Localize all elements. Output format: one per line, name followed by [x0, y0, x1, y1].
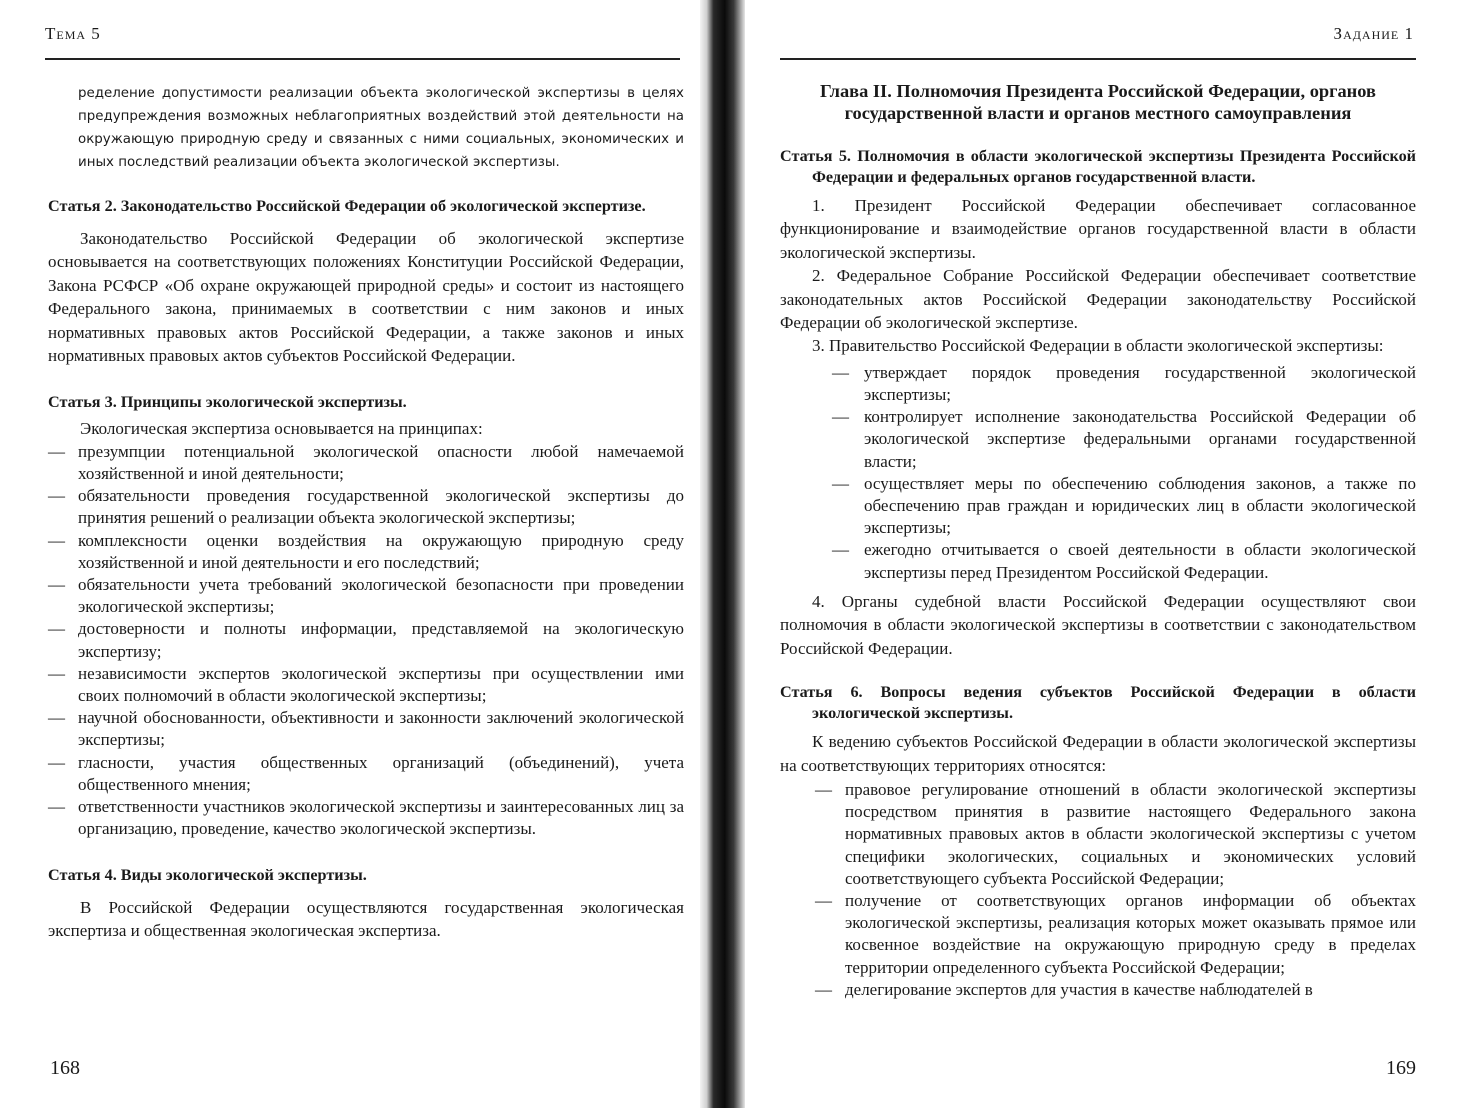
article-6-list	[780, 779, 1416, 1001]
list-item: — получение от соответствующих органов информации об объектах экологической экспертизы, реализация которых может оказывать прямое или косвенное воздействие на окружающую природную среду в пределах территории определенного субъекта Российской Федерации;	[815, 890, 1416, 977]
list-item: — осуществляет меры по обеспечению соблюдения законов, а также по обеспечению прав граждан и юридических лиц в области экологической экспертизы;	[832, 473, 1416, 538]
running-head-right: Задание 1	[1333, 24, 1414, 43]
chapter-title: Глава II. Полномочия Президента Российской Федерации, органов государственной власти и органов местного самоуправления	[820, 81, 1376, 123]
article-5-paragraph-4: 4. Органы судебной власти Российской Федерации осуществляют свои полномочия в области экологической экспертизы в соответствии с законодательством Российской Федерации.	[780, 591, 1416, 658]
article-2-text: Законодательство Российской Федерации об экологической экспертизе основывается на соответствующих положениях Конституции Российской Федерации, Закона РСФСР «Об охране окружающей природной среды» и состоит из настоящего Федерального закона, принимаемых в соответствии с ним законов и иных нормативных правовых актов Российской Федерации, а также законов и иных нормативных правовых актов субъектов Российской Федерации.	[48, 229, 684, 366]
right-page-body	[780, 72, 1416, 1001]
article-5-paragraph-1: 1. Президент Российской Федерации обеспечивает согласованное функционирование и взаимодействие органов государственной власти в области экологической экспертизы.	[780, 196, 1416, 262]
list-item: — делегирование экспертов для участия в качестве наблюдателей в	[815, 979, 1313, 999]
left-page-body	[48, 72, 684, 942]
left-page	[0, 0, 700, 1108]
list-item: — гласности, участия общественных организаций (объединений), учета общественного мнения;	[48, 752, 684, 794]
list-item: — контролирует исполнение законодательства Российской Федерации об экологической экспертизе федеральными органами государственной власти;	[832, 407, 1416, 471]
list-item: — утверждает порядок проведения государственной экологической экспертизы;	[832, 362, 1416, 405]
article-3-list	[48, 441, 684, 841]
right-page	[745, 0, 1459, 1108]
article-5-paragraph-2: 2. Федеральное Собрание Российской Федерации обеспечивает соответствие законодательных актов Российской Федерации законодательству Российской Федерации об экологической экспертизе.	[780, 266, 1416, 333]
list-item: — научной обоснованности, объективности и законности заключений экологической экспертизы;	[48, 708, 684, 750]
article-4-text: В Российской Федерации осуществляются государственная экологическая экспертиза и общественная экологическая экспертиза.	[48, 897, 684, 940]
article-6-lead: К ведению субъектов Российской Федерации в области экологической экспертизы на соответствующих территориях относятся:	[780, 732, 1416, 775]
list-item: — обязательности учета требований экологической безопасности при проведении экологической экспертизы;	[48, 575, 684, 617]
article-5-paragraph-3: 3. Правительство Российской Федерации в области экологической экспертизы:	[812, 336, 1384, 356]
list-item: — ответственности участников экологической экспертизы и заинтересованных лиц за организацию, проведение, качество экологической экспертизы.	[48, 797, 684, 839]
article-2-title: Статья 2. Законодательство Российской Федерации об экологической экспертизе.	[48, 197, 646, 215]
book-gutter	[700, 0, 745, 1108]
article-5-title: Статья 5. Полномочия в области экологической экспертизы Президента Российской Федерации и федеральных органов государственной власти.	[780, 147, 1416, 186]
list-item: — независимости экспертов экологической экспертизы при осуществлении ими своих полномочий в области экологической экспертизы;	[48, 663, 684, 706]
list-item: — достоверности и полноты информации, представляемой на экологическую экспертизу;	[48, 619, 684, 661]
header-rule-left	[45, 58, 680, 60]
page-number-left: 168	[50, 1057, 80, 1079]
article-6-title: Статья 6. Вопросы ведения субъектов Российской Федерации в области экологической экспертизы.	[780, 683, 1416, 723]
list-item: — обязательности проведения государственной экологической экспертизы до принятия решений о реализации объекта экологической экспертизы;	[48, 486, 684, 528]
list-item: — правовое регулирование отношений в области экологической экспертизы посредством принятия в развитие настоящего Федерального закона нормативных правовых актов в области экологической экспертизы с учетом специфики экологических, социальных и экономических условий соответствующего субъекта Российской Федерации;	[815, 779, 1416, 888]
header-rule-right	[780, 58, 1416, 60]
running-head-left: Тема 5	[45, 24, 101, 43]
article-3-lead: Экологическая экспертиза основывается на принципах:	[80, 419, 483, 439]
list-item: — ежегодно отчитывается о своей деятельности в области экологической экспертизы перед Президентом Российской Федерации.	[832, 540, 1416, 582]
list-item: — презумпции потенциальной экологической опасности любой намечаемой хозяйственной и иной деятельности;	[48, 441, 684, 484]
list-item: — комплексности оценки воздействия на окружающую природную среду хозяйственной и иной деятельности и его последствий;	[48, 530, 684, 572]
page-number-right: 169	[1386, 1057, 1416, 1079]
article-5-list	[780, 362, 1416, 584]
intro-paragraph: ределение допустимости реализации объекта экологической экспертизы в целях предупреждения возможных неблагоприятных воздействий этой деятельности на окружающую природную среду и связанных с ними социальных, экономических и иных последствий реализации объекта экологической экспертизы.	[78, 86, 684, 170]
article-3-title: Статья 3. Принципы экологической экспертизы.	[48, 393, 407, 412]
article-4-title: Статья 4. Виды экологической экспертизы.	[48, 865, 367, 884]
